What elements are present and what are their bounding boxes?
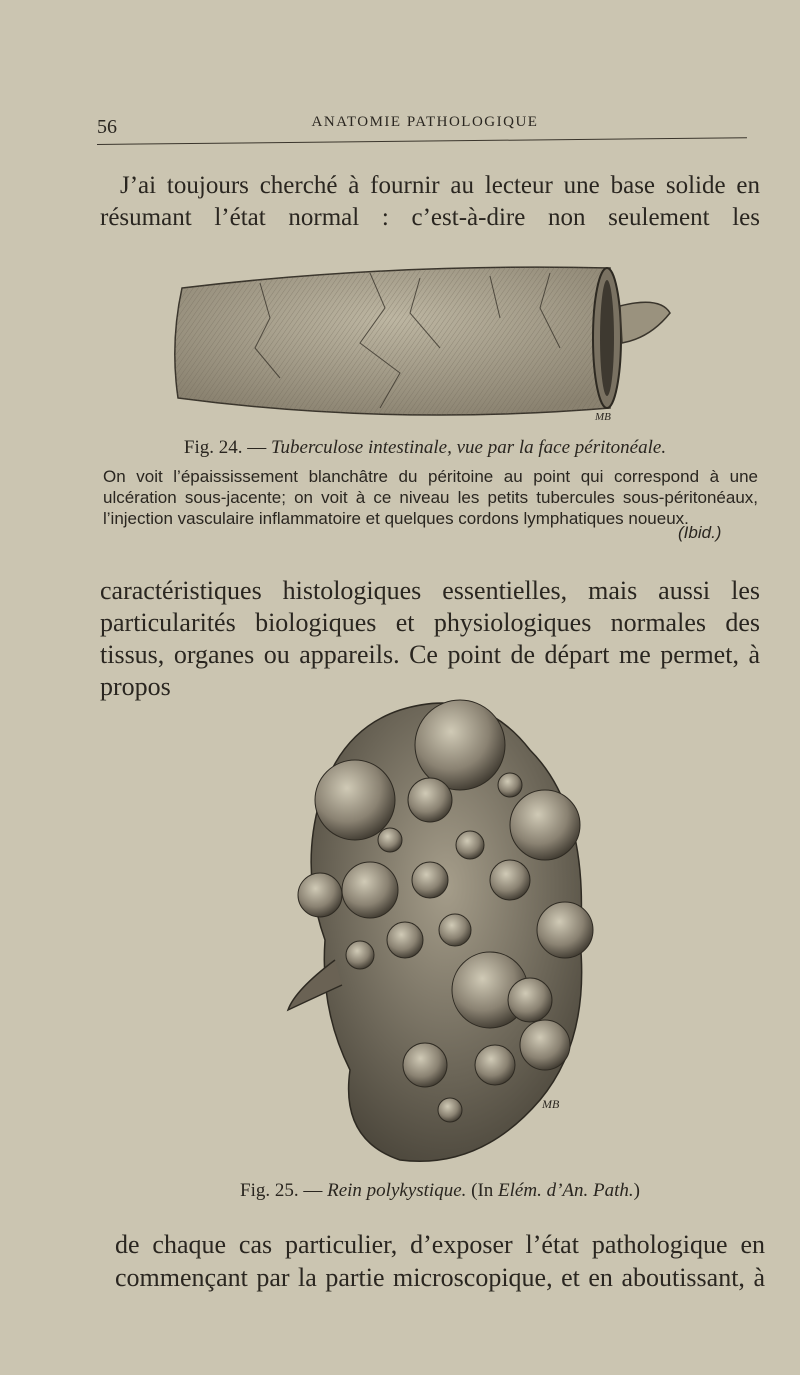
figure-24-caption [170,437,680,459]
figure-25-label: Fig. 25. — [240,1180,323,1201]
figure-25-source-close: ) [633,1180,640,1201]
figure-24-source: (Ibid.) [678,523,722,542]
figure-25-caption [180,1180,700,1202]
page-number: 56 [97,116,117,138]
running-head: ANATOMIE PATHOLOGIQUE [311,114,539,130]
figure-25-title: Rein polykystique. [327,1180,467,1201]
figure-24-label: Fig. 24. — [183,437,267,458]
figure-25-signature: MB [542,1097,560,1111]
figure-24-intestine-illustration [170,258,680,428]
figure-25-kidney-illustration [280,690,600,1175]
figure-25-source-work: Elém. d’An. Path. [498,1180,634,1201]
paragraph-continuation: caractéristiques histologiques essentielles, mais aussi les particularités biologiques et physiologiques normales des tissus, organes ou appareils. Ce point de départ me permet, à propos [100,576,760,701]
figure-24-signature: MB [595,411,611,423]
figure-25-source-open: (In [471,1180,499,1201]
paragraph-closing: de chaque cas particulier, d’exposer l’état pathologique en commençant par la partie microscopique, et en aboutissant, à [115,1230,765,1292]
figure-24-legend: On voit l’épaississement blanchâtre du péritoine au point qui correspond à une ulcération sous-jacente; on voit à ce niveau les petits tubercules sous-péritonéaux, l’injection vasculaire inflammatoire et quelques cordons lymphatiques noueux. [103,467,758,528]
header-rule [97,137,747,145]
figure-24-title: Tuberculose intestinale, vue par la face péritonéale. [271,437,667,458]
paragraph-intro: J’ai toujours cherché à fournir au lecteur une base solide en résumant l’état normal : c’est-à-dire non seulement les [100,172,760,231]
